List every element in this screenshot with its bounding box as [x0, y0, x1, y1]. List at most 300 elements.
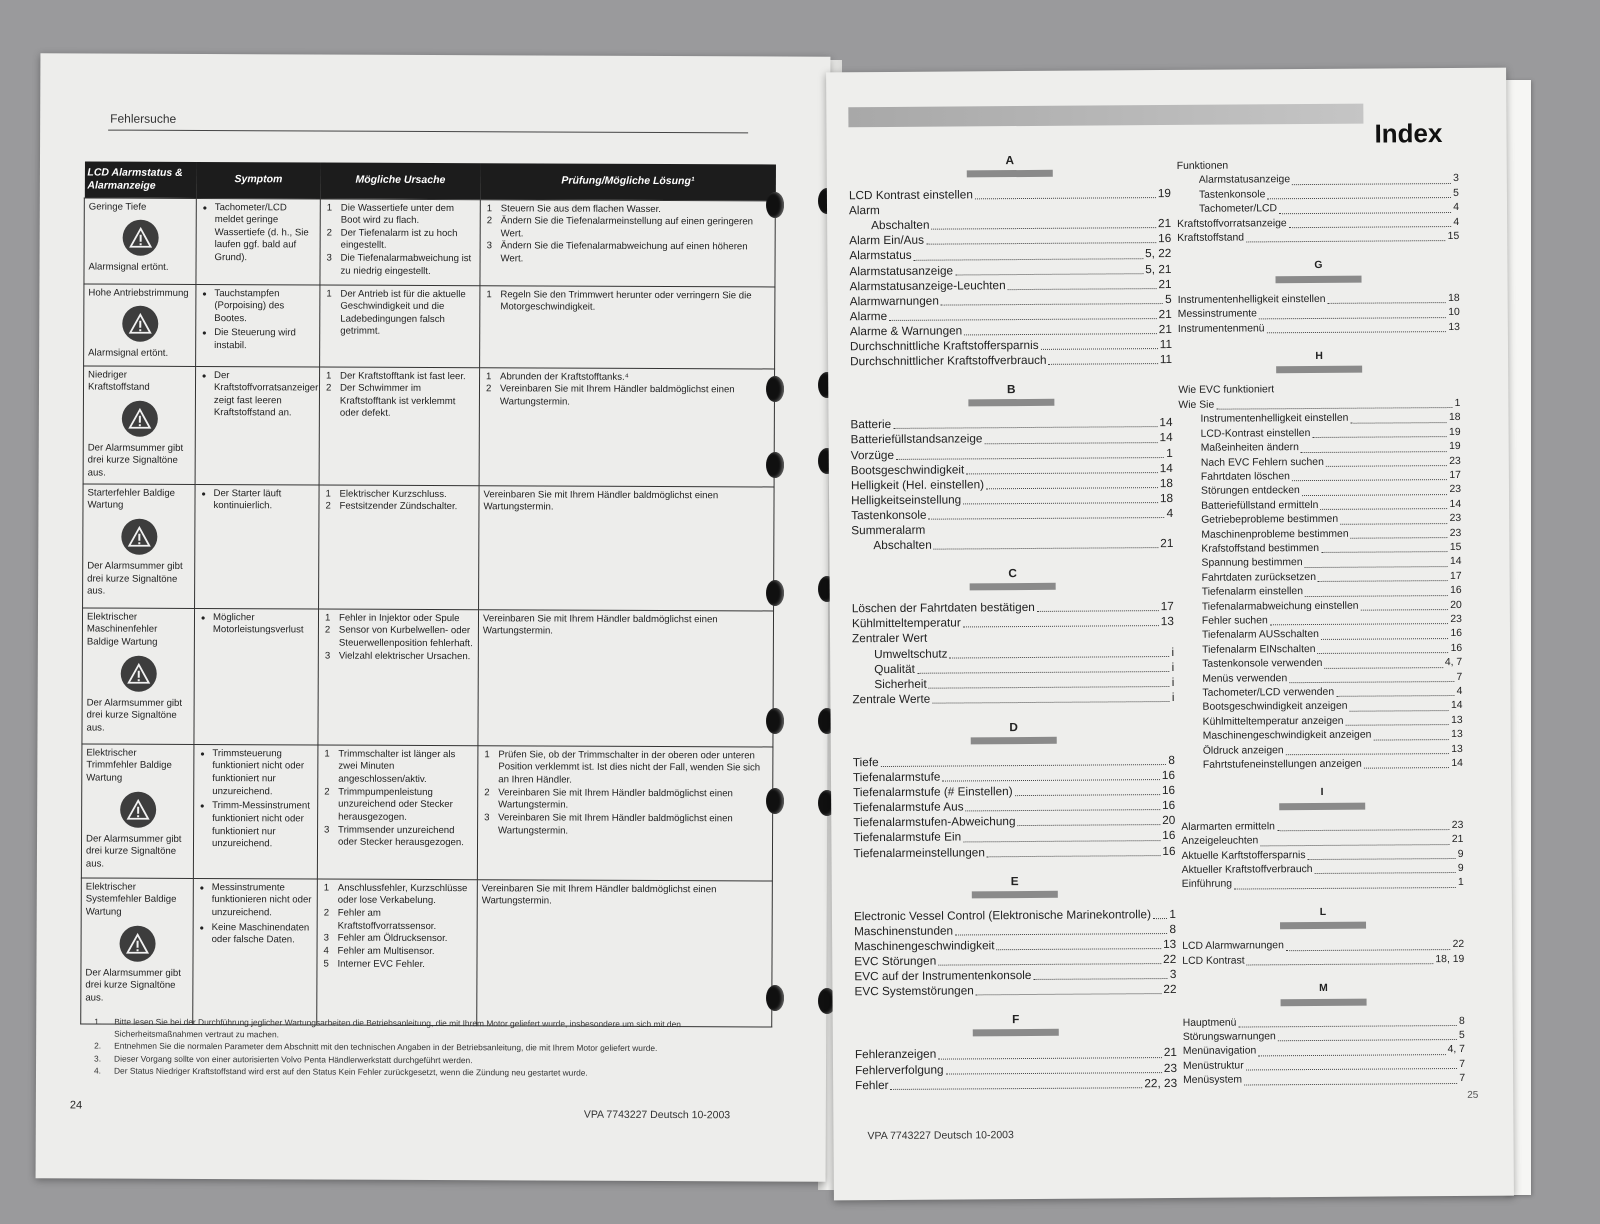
warning-triangle-icon [120, 791, 156, 827]
index-term: Funktionen [1176, 160, 1229, 172]
item-number: 3 [486, 240, 492, 252]
dot-leader [1246, 1068, 1458, 1070]
index-term: Tachometer/LCD [1198, 203, 1278, 216]
dot-leader [1289, 226, 1452, 228]
index-title-bar [848, 104, 1363, 128]
index-page-ref: 14 [1159, 460, 1173, 475]
dot-leader [893, 426, 1157, 429]
index-term: Durchschnittliche Kraftstoffersparnis [849, 337, 1039, 354]
index-page-ref: 16 [1450, 585, 1462, 597]
solution-text: Steuern Sie aus dem flachen Wasser. [500, 202, 661, 215]
index-letter-bar [1276, 275, 1362, 283]
item-number: 1 [486, 288, 492, 300]
index-letter-bar [1279, 802, 1365, 810]
index-term: Aktuelle Karftstoffersparnis [1181, 849, 1306, 862]
item-number: 1 [323, 882, 330, 894]
index-page-ref: 7 [1459, 1058, 1466, 1070]
dot-leader [964, 333, 1157, 335]
index-page-ref: 14 [1159, 415, 1173, 430]
index-letter-bar [972, 891, 1058, 899]
dot-leader [1292, 479, 1447, 481]
dot-leader [1260, 844, 1450, 846]
dot-leader [946, 1072, 1162, 1075]
cause-text: Trimmschalter ist länger als zwei Minuten angeschlossen/aktiv. [338, 748, 456, 786]
index-page-ref: 5 [1453, 187, 1459, 199]
index-term: Bootsgeschwindigkeit [850, 462, 965, 477]
index-page-ref: 16 [1161, 768, 1176, 783]
symptom-cell [194, 608, 319, 745]
index-page-ref: 23 [1450, 613, 1462, 626]
index-term: Menüsystem [1183, 1074, 1243, 1087]
troubleshooting-table [80, 161, 776, 1027]
index-page-ref: 16 [1161, 783, 1176, 798]
dot-leader [950, 656, 1170, 659]
dot-leader [1361, 609, 1449, 611]
symptom-cell [195, 366, 320, 485]
alarm-signal-note: Der Alarmsummer gibt drei kurze Signaltöne aus. [86, 697, 183, 734]
index-term: Aktueller Kraftstoffverbrauch [1181, 864, 1313, 876]
index-letter-bar [1281, 998, 1367, 1006]
alarm-signal-note: Der Alarmsummer gibt drei kurze Signaltöne aus. [85, 967, 181, 1004]
solution-text: Vereinbaren Sie mit Ihrem Händler baldmöglichst einen Wartungstermin. [481, 882, 717, 907]
cause-text: Fehler am Kraftstoffvorratssensor. [337, 907, 437, 932]
dot-leader [1305, 595, 1448, 597]
solution-text: Ändern Sie die Tiefenalarmabweichung auf einen höheren Wert. [500, 240, 748, 265]
index-page-ref: 22 [1452, 939, 1465, 951]
index-page-ref: 9 [1457, 863, 1464, 875]
page-number: 24 [69, 1099, 83, 1112]
cause-text: Fehler in Injektor oder Spule [338, 612, 460, 624]
index-page-ref: 23 [1449, 455, 1461, 467]
warning-triangle-icon [122, 306, 158, 342]
index-column-1 [849, 148, 1178, 1103]
index-term: Tiefe [852, 755, 879, 770]
footnote-text: Dieser Vorgang sollte von einer autorisierten Volvo Penta Händlerwerkstatt durchgeführt werden. [114, 1053, 473, 1065]
index-page-ref: 1 [1457, 877, 1464, 889]
dot-leader [1015, 794, 1160, 796]
index-term: LCD-Kontrast einstellen [1200, 427, 1311, 440]
dot-leader [1350, 710, 1449, 712]
index-term: Maßeinheiten ändern [1200, 442, 1299, 454]
dot-leader [926, 243, 1156, 246]
cause-cell [319, 367, 480, 486]
index-page-ref: 18 [1448, 292, 1460, 304]
dot-leader [1346, 724, 1450, 726]
solution-text: Vereinbaren Sie mit Ihrem Händler baldmöglichst einen Wartungstermin. [498, 812, 733, 837]
binder-hole [766, 580, 784, 606]
index-page-ref: 23 [1449, 527, 1462, 539]
dot-leader [938, 963, 1161, 966]
index-page-ref: 15 [1447, 231, 1460, 243]
index-term: Alarme [849, 308, 888, 324]
item-number: 2 [325, 500, 331, 512]
index-page-ref: 21 [1158, 321, 1172, 337]
index-term: Störungswarnungen [1182, 1031, 1276, 1043]
index-page-ref: 18 [1448, 412, 1461, 424]
cause-list [324, 202, 475, 279]
cause-text: Interner EVC Fehler. [337, 958, 425, 970]
index-term: Qualität [874, 661, 915, 676]
dot-leader [1312, 436, 1447, 438]
dot-leader [929, 517, 1165, 520]
index-page-ref: 19 [1448, 426, 1461, 438]
index-page-ref: 21 [1160, 536, 1174, 551]
index-page-ref: 16 [1162, 798, 1176, 813]
index-page-ref: 17 [1449, 469, 1461, 481]
symptom-list [198, 748, 313, 852]
section-spacer [1182, 967, 1464, 979]
index-page-ref: 14 [1450, 700, 1463, 712]
header-symptom: Symptom [196, 162, 320, 199]
symptom-item: • Die Steuerung wird instabil. [200, 327, 315, 353]
section-spacer [1178, 335, 1460, 347]
index-page-ref: 10 [1448, 307, 1460, 319]
dot-leader [1259, 317, 1446, 319]
index-letter-heading: C [1008, 566, 1017, 581]
dot-leader [929, 686, 1170, 689]
solution-cell [477, 879, 773, 1026]
alarm-status-name: Hohe Antriebstrimmung [88, 286, 189, 299]
index-term: Fahrtdaten löschen [1200, 471, 1290, 483]
binder-hole [766, 376, 784, 402]
footnote [94, 1016, 754, 1043]
symptom-item: • Tachometer/LCD meldet geringe Wassertiefe (d. h., Sie laufen ggf. bald auf Grund). [201, 201, 316, 265]
solution-text: Vereinbaren Sie mit Ihrem Händler baldmöglichst einen Wartungstermin. [498, 787, 733, 811]
index-term: Tachometer/LCD verwenden [1202, 686, 1335, 699]
table-row [83, 484, 775, 611]
dot-leader [1037, 610, 1159, 612]
right-page [826, 68, 1514, 1201]
dot-leader [881, 764, 1167, 767]
index-page-ref: 16 [1450, 628, 1463, 640]
index-term: Messinstrumente [1177, 308, 1257, 321]
index-term: Zentrale Werte [852, 691, 931, 707]
index-page-ref: 13 [1160, 614, 1174, 629]
index-term: Tastenkonsole [851, 507, 927, 523]
index-page-ref: 13 [1448, 321, 1460, 333]
warning-triangle-icon [119, 925, 155, 961]
index-page-ref: 7 [1456, 671, 1463, 683]
alarm-status-name: Geringe Tiefe [88, 200, 147, 213]
dot-leader [1049, 363, 1158, 365]
index-term: Batteriefüllstand ermitteln [1201, 499, 1319, 512]
item-number: 1 [486, 202, 493, 214]
index-letter-bar [967, 170, 1053, 178]
index-page-ref: 4 [1456, 685, 1463, 698]
index-term: Tiefenalarmstufen-Abweichung [853, 814, 1016, 830]
cause-item [324, 488, 475, 501]
index-term: Fehleranzeigen [854, 1047, 937, 1062]
index-term: Fahrtstufeneinstellungen anzeigen [1202, 758, 1362, 771]
footnote-text: Entnehmen Sie die normalen Parameter dem Abschnitt mit den technischen Angaben in der Betriebsanleitung, die mit Ihrem Motor geliefert wurde. [114, 1040, 658, 1054]
index-page-ref: 21 [1157, 216, 1172, 231]
cause-text: Vielzahl elektrischer Ursachen. [338, 650, 471, 662]
dot-leader [889, 318, 1157, 321]
cause-text: Festsitzender Zündschalter. [339, 501, 458, 513]
dot-leader [1041, 348, 1158, 350]
index-page-ref: 20 [1450, 599, 1462, 611]
dot-leader [966, 472, 1157, 474]
alarm-status-name: Niedriger Kraftstoffstand [87, 368, 150, 393]
dot-leader [1301, 451, 1447, 453]
index-page-ref: 15 [1449, 541, 1462, 553]
footnote-number: 3. [94, 1053, 102, 1064]
index-term: Tiefenalarmstufe [852, 769, 941, 785]
dot-leader [938, 1057, 1162, 1060]
index-term: Bootsgeschwindigkeit anzeigen [1202, 701, 1348, 714]
index-page-ref: 5 [1165, 291, 1172, 306]
binder-hole [766, 452, 784, 478]
index-page-ref: 4 [1166, 505, 1174, 520]
cause-item [324, 253, 475, 279]
solution-text: Vereinbaren Sie mit Ihrem Händler baldmöglichst einen Wartungstermin. [482, 612, 718, 637]
index-term: Vorzüge [850, 447, 895, 462]
index-letter-heading: G [1314, 260, 1323, 272]
solution-text: Vereinbaren Sie mit Ihrem Händler baldmöglichst einen Wartungstermin. [499, 383, 735, 408]
index-entry [854, 907, 1176, 924]
index-term: Maschinengeschwindigkeit [854, 938, 995, 954]
index-term: Krafstoffstand bestimmen [1201, 542, 1320, 555]
cause-text: Fehler am Multisensor. [337, 945, 435, 958]
index-page-ref: 14 [1449, 498, 1462, 510]
alarm-status-name: Elektrischer Systemfehler Baldige Wartung [85, 881, 177, 918]
index-letter-bar [970, 583, 1056, 591]
index-page-ref: 18, 19 [1435, 953, 1465, 965]
dot-leader [986, 487, 1158, 489]
cause-item [321, 958, 472, 971]
dot-leader [1340, 523, 1448, 525]
item-number: 1 [484, 749, 490, 761]
item-number: 3 [484, 812, 490, 824]
dot-leader [1216, 407, 1452, 410]
document-reference: VPA 7743227 Deutsch 10-2003 [583, 1108, 731, 1122]
header-rule [108, 130, 748, 134]
dot-leader [1286, 753, 1450, 755]
solution-cell [479, 367, 775, 487]
index-term: Nach EVC Fehlern suchen [1200, 456, 1324, 469]
section-header: Fehlersuche [110, 111, 177, 126]
index-term: Spannung bestimmen [1201, 557, 1303, 570]
solution-item [485, 241, 771, 268]
index-term: EVC Störungen [854, 953, 937, 969]
alarm-signal-note: Der Alarmsummer gibt drei kurze Signaltöne aus. [87, 560, 183, 597]
index-term: Tiefenalarmabweichung einstellen [1201, 600, 1359, 613]
cause-list [323, 612, 474, 663]
footnote-number: 1. [94, 1016, 102, 1027]
cause-text: Die Wassertiefe unter dem Boot wird zu flach. [340, 202, 455, 227]
dot-leader [987, 855, 1161, 857]
cause-item [322, 908, 473, 934]
index-page-ref: 11 [1159, 337, 1173, 352]
cause-list [324, 370, 475, 421]
solution-text: Regeln Sie den Trimmwert herunter oder verringern Sie die Motorgeschwindigkeit. [500, 288, 752, 313]
dot-leader [1153, 918, 1167, 919]
index-page-ref: 21 [1451, 834, 1464, 846]
dot-leader [1308, 858, 1456, 860]
index-term: EVC Systemstörungen [854, 983, 974, 999]
symptom-cell [193, 744, 318, 879]
symptom-item: • Keine Maschinendaten oder falsche Daten. [198, 922, 313, 948]
binder-hole [766, 708, 784, 734]
footnote [94, 1064, 754, 1079]
index-term: Störungen entdecken [1200, 485, 1300, 498]
alarm-status-cell [82, 608, 195, 744]
index-page-ref: i [1171, 674, 1175, 689]
item-number: 5 [323, 958, 329, 970]
item-number: 1 [325, 488, 331, 500]
cause-text: Fehler am Öldrucksensor. [337, 932, 448, 945]
dot-leader [1321, 551, 1448, 553]
index-page-ref: 5, 21 [1145, 261, 1172, 276]
index-page-ref: 16 [1162, 828, 1176, 843]
index-term: Menüs verwenden [1202, 672, 1288, 685]
dot-leader [1278, 1039, 1457, 1041]
footnote-text: Der Status Niedriger Kraftstoffstand wird erst auf den Status Kein Fehler zurückgesetzt, wenn die Zündung neu gestartet wurde. [113, 1065, 588, 1078]
item-number: 3 [326, 252, 332, 264]
index-letter-heading: B [1006, 382, 1016, 397]
item-number: 3 [323, 932, 329, 944]
index-term: Instrumentenhelligkeit einstellen [1200, 413, 1349, 426]
cause-item [322, 933, 473, 946]
index-term: Zentraler Wert [851, 631, 928, 646]
alarm-status-cell [81, 878, 194, 1024]
dot-leader [955, 933, 1167, 935]
symptom-list [199, 612, 314, 638]
index-term: Tiefenalarm einstellen [1201, 586, 1304, 598]
dot-leader [1277, 829, 1450, 831]
alarm-status-name: Elektrischer Trimmfehler Baldige Wartung [86, 747, 172, 784]
index-page-ref: 8 [1458, 1015, 1465, 1027]
index-page-ref: 23 [1449, 513, 1462, 525]
index-page-ref: 19 [1449, 441, 1461, 453]
index-page-ref: 17 [1160, 599, 1174, 614]
binder-hole [766, 192, 784, 218]
item-number: 2 [324, 624, 331, 636]
dot-leader [1326, 465, 1447, 467]
index-term: Tastenkonsole [1198, 189, 1266, 201]
symptom-item: • Der Starter läuft kontinuierlich. [199, 488, 314, 514]
index-term: Maschinenstunden [854, 923, 954, 939]
index-term: LCD Kontrast einstellen [848, 187, 973, 203]
item-number: 3 [324, 650, 331, 662]
index-page-ref: 14 [1449, 556, 1462, 568]
cause-cell [317, 879, 478, 1026]
index-term: Alarm [848, 203, 880, 218]
index-page-ref: 1 [1454, 397, 1461, 409]
dot-leader [1318, 652, 1449, 654]
item-number: 2 [484, 786, 490, 798]
dot-leader [932, 701, 1170, 704]
index-term: Alarm Ein/Aus [849, 233, 925, 248]
index-letter-heading: D [1009, 719, 1018, 735]
item-number: 3 [324, 824, 330, 836]
dot-leader [1008, 288, 1157, 290]
dot-leader [1267, 197, 1451, 199]
index-letter-heading: I [1320, 787, 1324, 799]
dot-leader [1373, 739, 1449, 741]
index-page-ref: 22, 23 [1144, 1075, 1178, 1090]
index-term: Fehler [855, 1077, 889, 1092]
solution-cell [480, 285, 775, 368]
symptom-item: • Messinstrumente funktionieren nicht oder unzureichend. [198, 882, 313, 920]
index-term: Fahrtdaten zurücksetzen [1201, 571, 1317, 584]
index-term: Wie EVC funktioniert [1178, 384, 1275, 397]
cause-list [324, 288, 475, 339]
dot-leader [1336, 695, 1455, 697]
index-letter-heading: M [1319, 983, 1328, 995]
alarm-status-cell [84, 197, 196, 283]
dot-leader [1328, 302, 1447, 304]
dot-leader [963, 626, 1159, 628]
cause-item [323, 650, 474, 663]
dot-leader [1270, 623, 1449, 625]
index-page-ref: 9 [1457, 848, 1464, 860]
table-header-row [84, 161, 775, 200]
index-term: Einführung [1181, 879, 1233, 891]
dot-leader [932, 227, 1157, 230]
index-page-ref: 22 [1163, 982, 1177, 997]
section-spacer [1177, 244, 1459, 256]
cause-list [321, 882, 472, 971]
index-term: Tiefenalarmeinstellungen [853, 844, 985, 860]
index-term: Alarmstatusanzeige [1198, 174, 1291, 187]
index-page-ref: i [1171, 644, 1175, 659]
index-page-ref: 3 [1169, 967, 1177, 982]
cause-list [322, 748, 473, 850]
dot-leader [1267, 331, 1447, 333]
index-page-ref: 4, 7 [1444, 657, 1463, 669]
dot-leader [914, 258, 1143, 261]
symptom-item: • Trimmsteuerung funktioniert nicht oder funktioniert nur unzureichend. [198, 748, 313, 799]
dot-leader [976, 993, 1162, 995]
solution-item [482, 812, 768, 839]
cause-text: Elektrischer Kurzschluss. [339, 488, 447, 500]
cause-cell [317, 745, 478, 880]
index-term: Alarmstatusanzeige-Leuchten [849, 277, 1006, 293]
item-number: 4 [323, 945, 329, 957]
alarm-status-cell [81, 744, 194, 878]
dot-leader [1238, 1025, 1456, 1028]
dot-leader [1320, 508, 1447, 510]
index-term: Maschinenprobleme bestimmen [1201, 528, 1349, 541]
cause-item [324, 288, 475, 339]
index-letter-bar [1276, 366, 1362, 374]
index-page-ref: 21 [1158, 306, 1172, 321]
dot-leader [1258, 1054, 1445, 1056]
index-letter-bar [971, 737, 1057, 745]
table-row [82, 608, 774, 747]
document-reference: VPA 7743227 Deutsch 10-2003 [867, 1129, 1014, 1143]
index-page-ref: 14 [1159, 430, 1173, 445]
index-letter-heading: A [1005, 153, 1015, 168]
index-term: Fehlerverfolgung [854, 1062, 944, 1077]
cause-text: Trimmsender unzureichend oder Stecker herausgezogen. [337, 824, 464, 849]
dot-leader [1321, 638, 1449, 640]
index-term: Tastenkonsole verwenden [1202, 658, 1323, 670]
item-number: 1 [486, 370, 492, 382]
index-term: Hauptmenü [1182, 1017, 1237, 1029]
index-page-ref: 23 [1451, 819, 1464, 831]
dot-leader [1033, 978, 1167, 980]
alarm-status-cell [84, 283, 196, 365]
index-term: Fehler suchen [1201, 615, 1268, 627]
index-page-ref: 8 [1169, 921, 1177, 936]
warning-triangle-icon [120, 655, 156, 691]
dot-leader [963, 840, 1160, 842]
index-term: Instrumentenhelligkeit einstellen [1177, 293, 1326, 306]
dot-leader [966, 809, 1160, 811]
index-term: Menünavigation [1182, 1045, 1257, 1058]
